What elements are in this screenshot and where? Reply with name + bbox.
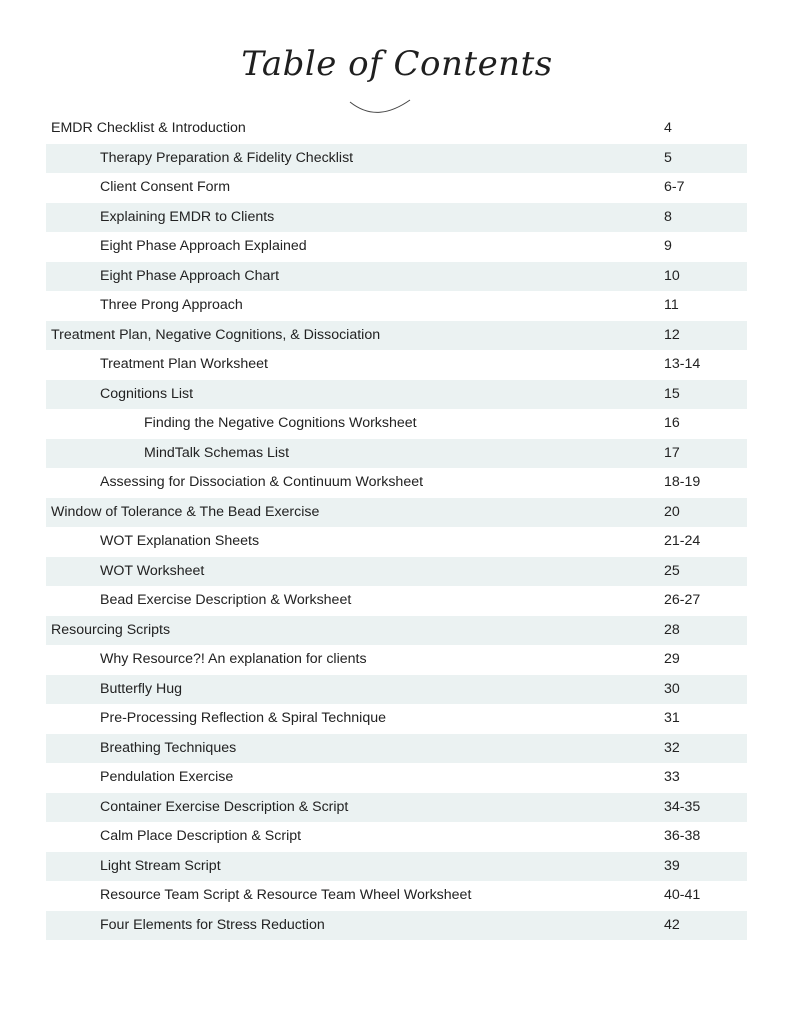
toc-page-number: 10 <box>664 267 680 284</box>
toc-entry-title: Breathing Techniques <box>100 739 237 756</box>
toc-entry-title: Eight Phase Approach Explained <box>100 238 307 254</box>
toc-row[interactable] <box>46 675 747 705</box>
toc-row[interactable] <box>46 439 747 469</box>
toc-row[interactable] <box>46 232 747 262</box>
toc-entry-title: Explaining EMDR to Clients <box>100 208 275 225</box>
toc-row[interactable] <box>46 704 747 734</box>
toc-entry-title: Eight Phase Approach Chart <box>100 267 280 284</box>
toc-entry-title: Butterfly Hug <box>100 680 183 697</box>
toc-page-number: 26-27 <box>664 592 701 608</box>
toc-entry-title: Assessing for Dissociation & Continuum Worksheet <box>100 474 424 490</box>
toc-entry-title: Why Resource?! An explanation for clients <box>100 651 367 667</box>
toc-row[interactable] <box>46 645 747 675</box>
toc-page-number: 11 <box>664 297 679 313</box>
toc-entry-title: Three Prong Approach <box>100 297 243 313</box>
toc-page-number: 6-7 <box>664 179 685 195</box>
toc-page-number: 9 <box>664 238 672 254</box>
toc-row[interactable] <box>46 409 747 439</box>
toc-page-number: 5 <box>664 149 672 166</box>
toc-row[interactable] <box>46 822 747 852</box>
toc-entry-title: Cognitions List <box>100 385 194 402</box>
toc-page-number: 12 <box>664 326 680 343</box>
toc-row[interactable] <box>46 291 747 321</box>
toc-page-number: 13-14 <box>664 356 701 372</box>
toc-page-number: 20 <box>664 503 680 520</box>
toc-entry-title: Therapy Preparation & Fidelity Checklist <box>100 149 354 166</box>
toc-entry-title: Finding the Negative Cognitions Worksheet <box>144 415 417 431</box>
toc-page-number: 39 <box>664 857 680 874</box>
toc-page-number: 21-24 <box>664 533 701 549</box>
toc-page-number: 34-35 <box>664 798 701 815</box>
toc-entry-title: Client Consent Form <box>100 179 231 195</box>
toc-page-number: 36-38 <box>664 828 701 844</box>
toc-row[interactable] <box>46 911 747 941</box>
toc-row[interactable] <box>46 734 747 764</box>
toc-row[interactable] <box>46 557 747 587</box>
toc-row[interactable] <box>46 881 747 911</box>
toc-entry-title: WOT Worksheet <box>100 562 205 579</box>
table-of-contents <box>46 114 747 940</box>
toc-entry-title: Light Stream Script <box>100 857 221 874</box>
toc-entry-title: Window of Tolerance & The Bead Exercise <box>51 503 320 520</box>
toc-page-number: 28 <box>664 621 680 638</box>
toc-row[interactable] <box>46 468 747 498</box>
toc-page-number: 31 <box>664 710 680 726</box>
toc-entry-title: Container Exercise Description & Script <box>100 798 349 815</box>
toc-entry-title: Pre-Processing Reflection & Spiral Technique <box>100 710 386 726</box>
toc-page-number: 25 <box>664 562 680 579</box>
toc-row[interactable] <box>46 793 747 823</box>
toc-page-number: 16 <box>664 415 680 431</box>
toc-page-number: 42 <box>664 916 680 933</box>
toc-entry-title: Pendulation Exercise <box>100 769 234 785</box>
toc-entry-title: MindTalk Schemas List <box>144 444 290 461</box>
toc-page-number: 17 <box>664 444 680 461</box>
toc-entry-title: WOT Explanation Sheets <box>100 533 260 549</box>
toc-row[interactable] <box>46 852 747 882</box>
toc-row[interactable] <box>46 586 747 616</box>
toc-entry-title: Resourcing Scripts <box>51 621 171 638</box>
toc-row[interactable] <box>46 321 747 351</box>
toc-entry-title: Treatment Plan Worksheet <box>100 356 268 372</box>
toc-entry-title: Treatment Plan, Negative Cognitions, & Dissociation <box>51 326 381 343</box>
toc-page-number: 15 <box>664 385 680 402</box>
toc-entry-title: Resource Team Script & Resource Team Wheel Worksheet <box>100 887 472 903</box>
toc-row[interactable] <box>46 616 747 646</box>
toc-row[interactable] <box>46 173 747 203</box>
toc-entry-title: Calm Place Description & Script <box>100 828 302 844</box>
toc-row[interactable] <box>46 527 747 557</box>
toc-page-number: 8 <box>664 208 672 225</box>
toc-row[interactable] <box>46 763 747 793</box>
toc-row[interactable] <box>46 498 747 528</box>
toc-entry-title: Four Elements for Stress Reduction <box>100 916 325 933</box>
toc-page-number: 32 <box>664 739 680 756</box>
toc-page-number: 30 <box>664 680 680 697</box>
toc-page-number: 4 <box>664 120 672 136</box>
toc-entry-title: EMDR Checklist & Introduction <box>51 120 246 136</box>
toc-row[interactable] <box>46 262 747 292</box>
toc-page-number: 33 <box>664 769 680 785</box>
toc-page-number: 29 <box>664 651 680 667</box>
page-title: Table of Contents <box>241 44 553 84</box>
toc-row[interactable] <box>46 144 747 174</box>
toc-row[interactable] <box>46 380 747 410</box>
toc-row[interactable] <box>46 203 747 233</box>
toc-page-number: 40-41 <box>664 887 701 903</box>
toc-entry-title: Bead Exercise Description & Worksheet <box>100 592 352 608</box>
toc-page-number: 18-19 <box>664 474 701 490</box>
toc-row[interactable] <box>46 114 747 144</box>
toc-row[interactable] <box>46 350 747 380</box>
